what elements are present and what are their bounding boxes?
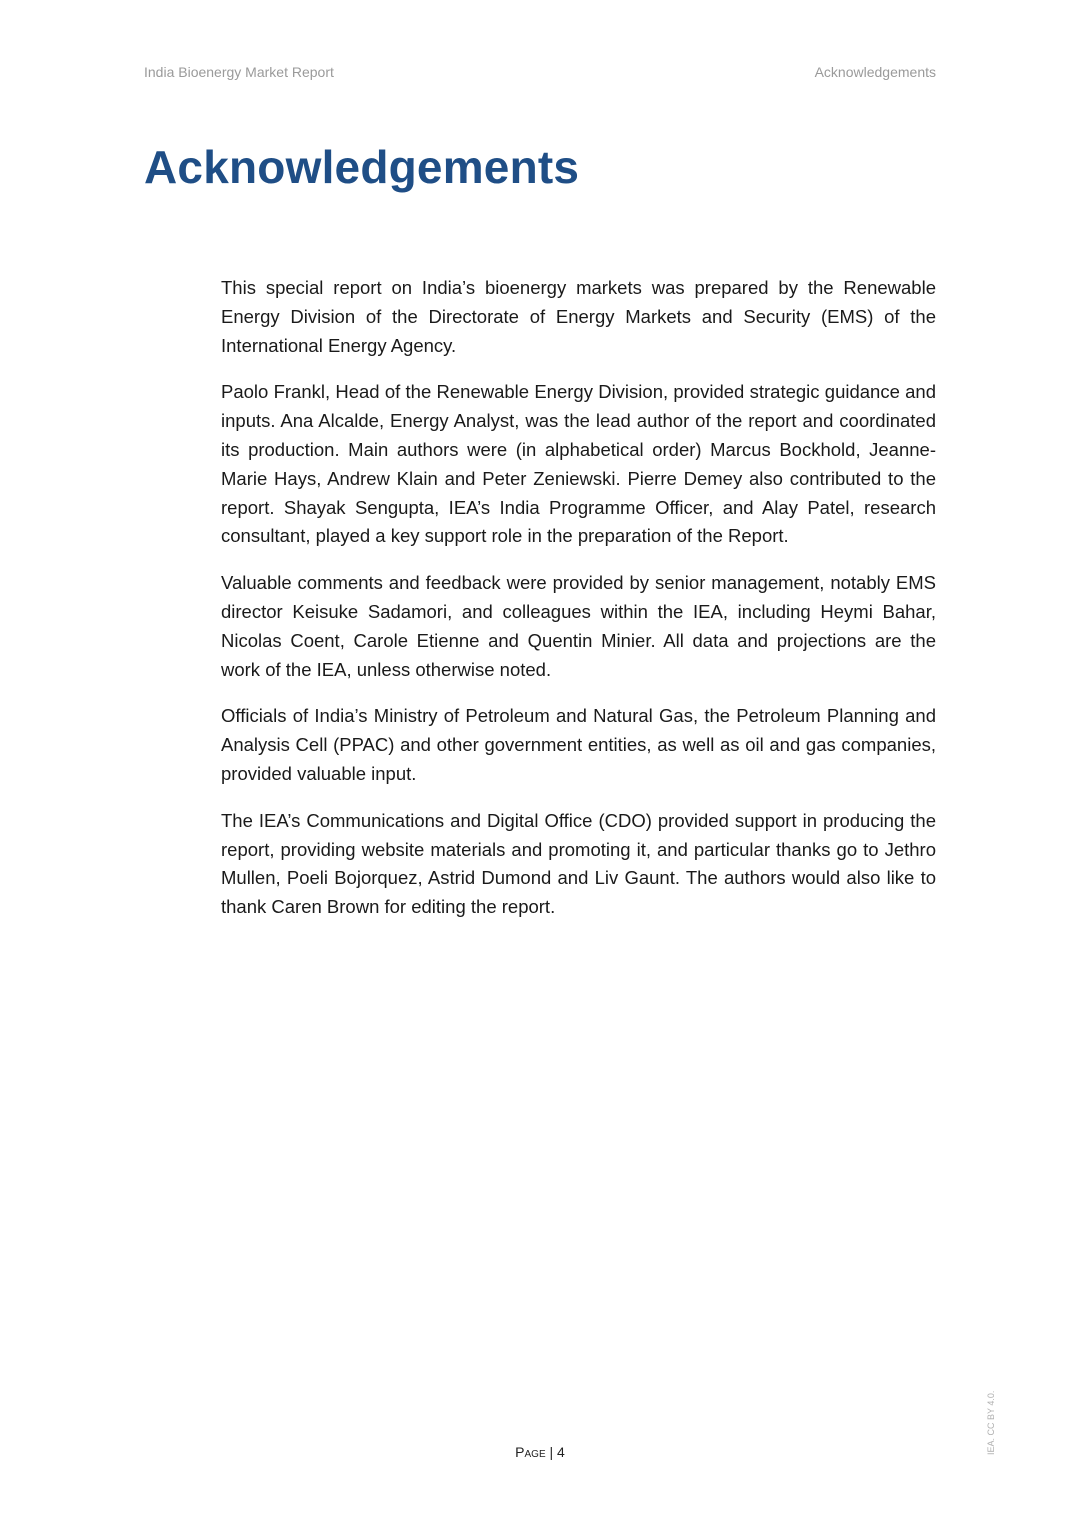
paragraph-1: This special report on India’s bioenergy markets was prepared by the Renewable Energy Division of the Directorate of Energy Markets and Security (EMS) of the International Energy Agency. — [221, 277, 936, 356]
page-footer — [0, 1444, 1080, 1460]
page-title: Acknowledgements — [144, 141, 580, 193]
header-report-title: India Bioenergy Market Report — [144, 64, 334, 80]
page-number: 4 — [557, 1444, 565, 1460]
running-header — [144, 64, 936, 80]
paragraph-2: Paolo Frankl, Head of the Renewable Energy Division, provided strategic guidance and inputs. Ana Alcalde, Energy Analyst, was the lead author of the report and coordinated its production. Main authors were (in alphabetical order) Marcus Bockhold, Jeanne-Marie Hays, Andrew Klain and Peter Zeniewski. Pierre Demey also contributed to the report. Shayak Sengupta, IEA’s India Programme Officer, and Alay Patel, research consultant, played a key support role in the preparation of the Report. — [221, 381, 936, 547]
page-separator: | — [545, 1444, 558, 1460]
paragraph-3: Valuable comments and feedback were provided by senior management, notably EMS director Keisuke Sadamori, and colleagues within the IEA, including Heymi Bahar, Nicolas Coent, Carole Etienne and Quentin Minier. All data and projections are the work of the IEA, unless otherwise noted. — [221, 572, 936, 680]
header-section-name: Acknowledgements — [814, 64, 936, 80]
paragraph-5: The IEA’s Communications and Digital Office (CDO) provided support in producing the report, providing website materials and promoting it, and particular thanks go to Jethro Mullen, Poeli Bojorquez, Astrid Dumond and Liv Gaunt. The authors would also like to thank Caren Brown for editing the report. — [221, 809, 936, 918]
acknowledgements-body — [221, 274, 936, 940]
paragraph-4: Officials of India’s Ministry of Petroleum and Natural Gas, the Petroleum Planning and Analysis Cell (PPAC) and other government entities, as well as oil and gas companies, provided valuable input. — [221, 705, 936, 784]
license-watermark: IEA. CC BY 4.0. — [986, 1390, 996, 1455]
page-label: Page — [515, 1444, 546, 1460]
